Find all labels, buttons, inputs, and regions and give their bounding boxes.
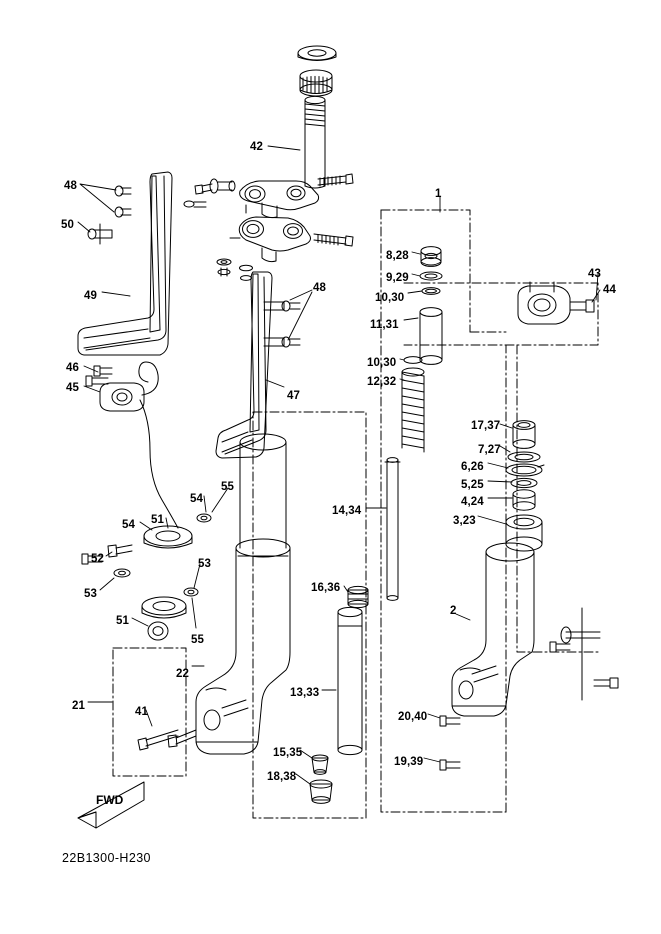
callout-20-40: 20,40: [398, 711, 428, 723]
callout-46: 46: [66, 362, 79, 374]
part-bracket-bolts-upper: [184, 174, 353, 207]
callout-19-39: 19,39: [394, 756, 424, 768]
callout-49: 49: [84, 290, 97, 302]
part-14-34-damper-rod: [385, 458, 400, 601]
callout-4-24: 4,24: [461, 496, 484, 508]
part-2-outer-tube-right: [452, 543, 534, 716]
part-steering-cap-group: [298, 46, 336, 96]
part-10-30-seat: [404, 357, 422, 364]
callout-12-32: 12,32: [367, 376, 397, 388]
callout-53-b: 53: [84, 588, 97, 600]
callout-7-27: 7,27: [478, 444, 501, 456]
part-18-38-dust-seal: [310, 780, 332, 803]
part-47-protector-right: [216, 272, 272, 458]
callout-44: 44: [603, 284, 616, 296]
part-51-55-handle-holders: [82, 514, 211, 640]
fwd-label: FWD: [96, 793, 124, 807]
callout-48-b: 48: [313, 282, 326, 294]
callout-5-25: 5,25: [461, 479, 484, 491]
callout-16-36: 16,36: [311, 582, 341, 594]
part-19-39-bolt: [440, 760, 460, 770]
callout-51-a: 51: [151, 514, 164, 526]
callout-42: 42: [250, 141, 263, 153]
part-3-23-slide-bush: [506, 515, 542, 551]
part-8-28-cap-bolt: [421, 247, 441, 267]
callout-8-28: 8,28: [386, 250, 409, 262]
callout-11-31: 11,31: [370, 319, 399, 331]
callout-10-30-b: 10,30: [367, 357, 397, 369]
part-12-32-fork-spring: [402, 368, 424, 452]
part-11-31-spacer: [420, 308, 442, 365]
callout-18-38: 18,38: [267, 771, 297, 783]
callout-41: 41: [135, 706, 148, 718]
part-axle-assembly: [550, 608, 618, 700]
callout-15-35: 15,35: [273, 747, 303, 759]
part-7-27-oil-seal: [508, 452, 540, 462]
callout-13-33: 13,33: [290, 687, 320, 699]
callout-50: 50: [61, 219, 74, 231]
part-lower-bracket: [217, 217, 311, 280]
callout-51-b: 51: [116, 615, 129, 627]
part-bracket-bolts-lower: [230, 234, 353, 246]
part-10-30-o-ring-upper: [422, 288, 440, 295]
callout-6-26: 6,26: [461, 461, 484, 473]
callout-1: 1: [435, 188, 442, 200]
callout-14-34: 14,34: [332, 505, 362, 517]
callout-48-a: 48: [64, 180, 77, 192]
callout-52: 52: [91, 553, 104, 565]
callout-9-29: 9,29: [386, 272, 409, 284]
callout-17-37: 17,37: [471, 420, 501, 432]
callout-2: 2: [450, 605, 457, 617]
callout-54-b: 54: [122, 519, 135, 531]
callout-22: 22: [176, 668, 189, 680]
part-16-36-rebound-spring: [348, 586, 368, 607]
part-5-25-washer: [511, 478, 537, 487]
part-15-35-oil-seal: [312, 755, 328, 774]
drawing-number: 22B1300-H230: [62, 851, 151, 865]
callout-10-30-a: 10,30: [375, 292, 405, 304]
callout-53-a: 53: [198, 558, 211, 570]
part-42-steering-stem: [305, 96, 325, 188]
callout-3-23: 3,23: [453, 515, 476, 527]
callout-55-a: 55: [221, 481, 234, 493]
part-43-44-clamp: [518, 282, 594, 324]
callout-55-b: 55: [191, 634, 204, 646]
callout-21: 21: [72, 700, 85, 712]
callout-43: 43: [588, 268, 601, 280]
part-20-40-bolt: [440, 716, 460, 726]
part-45-46-hose-holder: [86, 362, 178, 528]
part-49-protector-left: [78, 172, 172, 355]
callout-45: 45: [66, 382, 79, 394]
part-17-37-collar: [513, 421, 535, 449]
part-6-26-clip: [506, 464, 544, 476]
callout-54-a: 54: [190, 493, 203, 505]
part-4-24-bushing: [513, 490, 535, 510]
part-13-33-inner-tube: [338, 607, 362, 754]
part-9-29-washer: [420, 272, 442, 280]
callout-47: 47: [287, 390, 300, 402]
